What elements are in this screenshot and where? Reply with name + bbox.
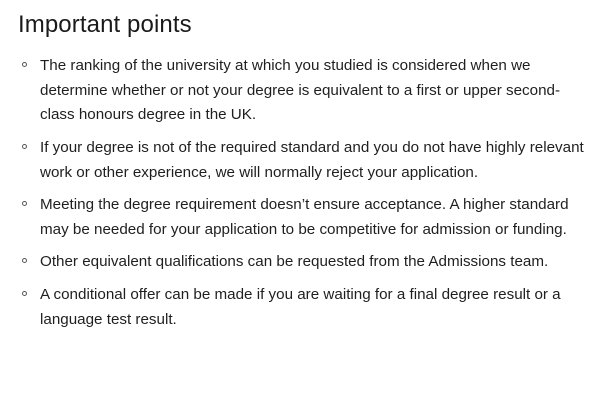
circle-outline-bullet-icon	[22, 291, 27, 296]
circle-outline-bullet-icon	[22, 62, 27, 67]
important-points-list	[18, 54, 586, 332]
circle-outline-bullet-icon	[22, 144, 27, 149]
list-item	[18, 283, 586, 332]
list-item-text: A conditional offer can be made if you are waiting for a final degree result or a language test result.	[40, 286, 561, 328]
page-title: Important points	[18, 11, 192, 38]
circle-outline-bullet-icon	[22, 258, 27, 263]
list-item-text: If your degree is not of the required standard and you do not have highly relevant work or other experience, we will normally reject your application.	[40, 138, 584, 181]
list-item	[18, 193, 586, 242]
list-item	[18, 250, 586, 275]
list-item-text: Meeting the degree requirement doesn’t ensure acceptance. A higher standard may be needed for your application to be competitive for admission or funding.	[40, 196, 569, 238]
list-item	[18, 54, 586, 128]
circle-outline-bullet-icon	[22, 201, 27, 206]
list-item-text: Other equivalent qualifications can be requested from the Admissions team.	[40, 253, 549, 271]
list-item	[18, 136, 586, 185]
list-item-text: The ranking of the university at which you studied is considered when we determine whether or not your degree is equivalent to a first or upper second-class honours degree in the UK.	[40, 57, 561, 124]
